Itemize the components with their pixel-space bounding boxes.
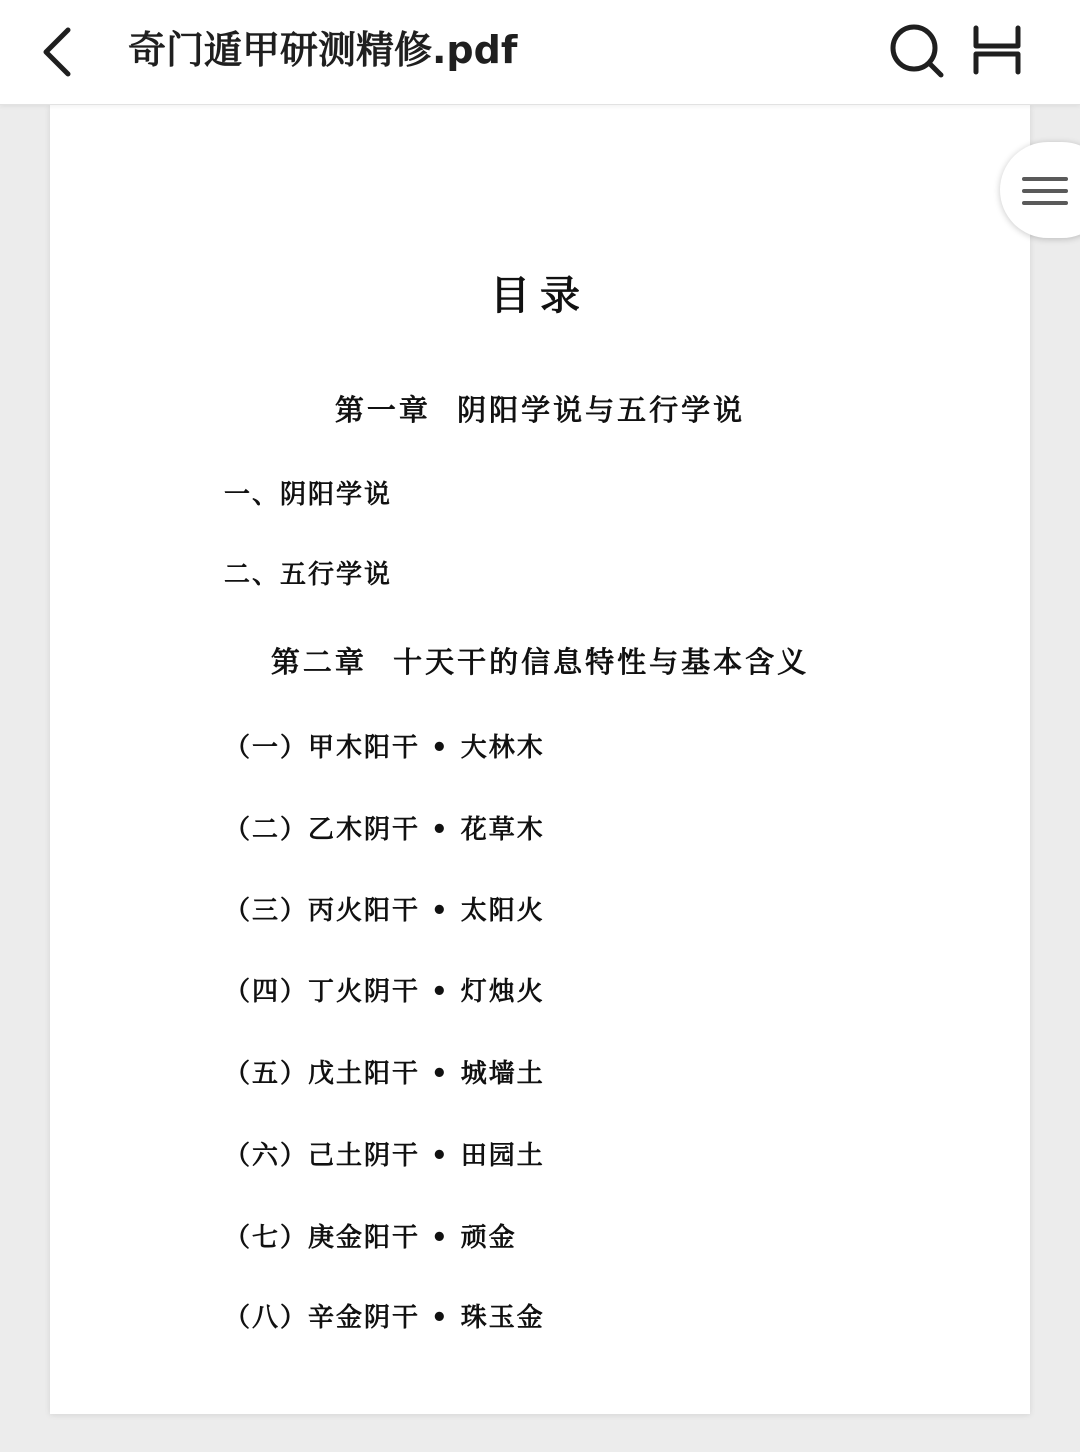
chapter-heading: 第二章 十天干的信息特性与基本含义 (270, 645, 810, 679)
toc-item: （三）丙火阳干 • 太阳火 (224, 896, 545, 926)
toc-title: 目录 (490, 272, 590, 319)
toc-item: 二、五行学说 (224, 560, 393, 590)
search-button[interactable] (884, 18, 950, 84)
pdf-page (50, 104, 1030, 1414)
toc-item: （一）甲木阳干 • 大林木 (224, 733, 545, 763)
document-title: 奇门遁甲研测精修.pdf (128, 28, 518, 72)
chevron-left-icon (28, 22, 88, 82)
toc-item: （七）庚金阳干 • 顽金 (224, 1223, 517, 1253)
chapter-heading: 第一章 阴阳学说与五行学说 (334, 393, 746, 427)
toc-item: （四）丁火阴干 • 灯烛火 (224, 977, 545, 1007)
toc-item: （五）戊土阳干 • 城墙土 (224, 1059, 545, 1089)
back-button[interactable] (28, 22, 88, 82)
toc-item: （二）乙木阴干 • 花草木 (224, 815, 545, 845)
fullscreen-icon (964, 18, 1030, 84)
app-header (0, 0, 1080, 105)
toc-item: 一、阴阳学说 (224, 480, 393, 510)
toc-item: （八）辛金阴干 • 珠玉金 (224, 1303, 545, 1333)
toc-item: （六）己土阴干 • 田园土 (224, 1141, 545, 1171)
fullscreen-button[interactable] (964, 18, 1030, 84)
hamburger-menu-icon (1022, 174, 1068, 208)
search-icon (884, 18, 950, 84)
